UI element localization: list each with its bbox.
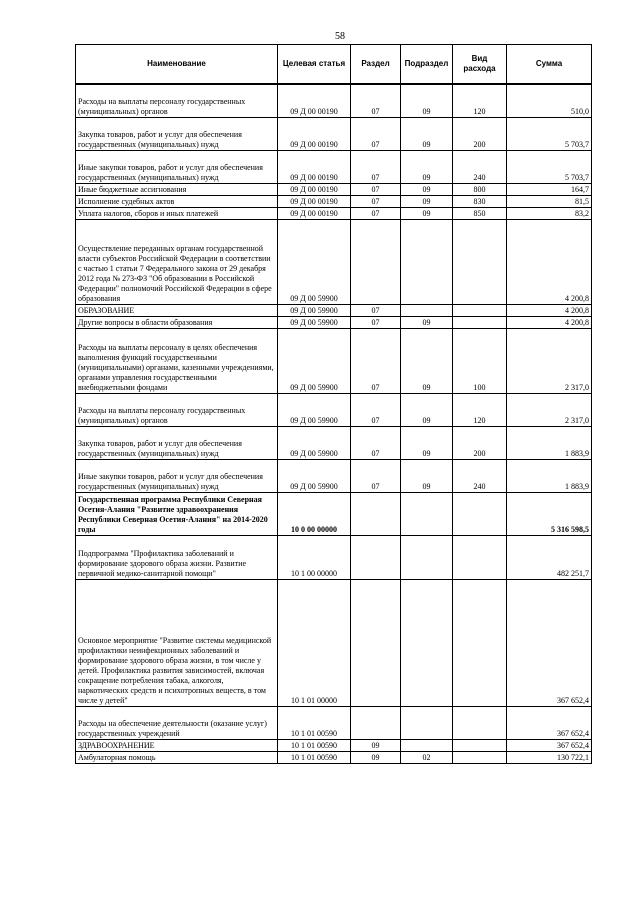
cell-expense-type: 200 xyxy=(453,117,507,150)
page-number: 58 xyxy=(335,31,345,42)
cell-sum: 1 883,9 xyxy=(507,426,592,459)
cell-target-article: 09 Д 00 59900 xyxy=(278,219,351,305)
cell-section: 07 xyxy=(351,195,401,207)
cell-expense-type: 120 xyxy=(453,393,507,426)
cell-expense-type xyxy=(453,317,507,329)
cell-name: Расходы на выплаты персоналу в целях обеспечения выполнения функций государственными (муниципальными) органами, казенными учреждениями, органами управления государственными внебюджетными фондами xyxy=(76,329,278,394)
header-section: Раздел xyxy=(351,45,401,85)
cell-subsection xyxy=(401,707,453,740)
cell-section: 07 xyxy=(351,305,401,317)
table-row xyxy=(76,150,592,183)
table-row xyxy=(76,492,592,536)
cell-name: Иные бюджетные ассигнования xyxy=(76,183,278,195)
cell-target-article: 10 0 00 00000 xyxy=(278,492,351,536)
cell-target-article: 10 1 01 00590 xyxy=(278,752,351,764)
cell-name: Осуществление переданных органам государственной власти субъектов Российской Федерации в соответствии с частью 1 статьи 7 Федерального закона от 29 декабря 2012 года № 273-ФЗ "Об образовании в Российской Федерации" полномочий Российской Федерации в сфере образования xyxy=(76,219,278,305)
cell-section: 07 xyxy=(351,207,401,219)
cell-name: ЗДРАВООХРАНЕНИЕ xyxy=(76,740,278,752)
cell-subsection xyxy=(401,740,453,752)
table-row xyxy=(76,536,592,580)
header-target-article: Целевая статья xyxy=(278,45,351,85)
table-row xyxy=(76,393,592,426)
cell-sum: 2 317,0 xyxy=(507,393,592,426)
cell-expense-type: 100 xyxy=(453,329,507,394)
cell-subsection xyxy=(401,579,453,707)
table-row xyxy=(76,195,592,207)
cell-sum: 4 200,8 xyxy=(507,305,592,317)
cell-target-article: 09 Д 00 00190 xyxy=(278,183,351,195)
table-header-row xyxy=(76,45,592,85)
cell-subsection: 09 xyxy=(401,117,453,150)
cell-section: 07 xyxy=(351,117,401,150)
cell-sum: 4 200,8 xyxy=(507,219,592,305)
cell-expense-type: 200 xyxy=(453,426,507,459)
cell-target-article: 09 Д 00 59900 xyxy=(278,459,351,492)
cell-name: Закупка товаров, работ и услуг для обеспечения государственных (муниципальных) нужд xyxy=(76,426,278,459)
cell-name: Расходы на выплаты персоналу государственных (муниципальных) органов xyxy=(76,393,278,426)
header-sum: Сумма xyxy=(507,45,592,85)
table-row xyxy=(76,740,592,752)
cell-sum: 2 317,0 xyxy=(507,329,592,394)
cell-target-article: 10 1 01 00000 xyxy=(278,579,351,707)
cell-name: ОБРАЗОВАНИЕ xyxy=(76,305,278,317)
cell-name: Исполнение судебных актов xyxy=(76,195,278,207)
cell-expense-type xyxy=(453,492,507,536)
cell-expense-type xyxy=(453,579,507,707)
cell-section xyxy=(351,579,401,707)
cell-subsection: 09 xyxy=(401,207,453,219)
cell-subsection: 09 xyxy=(401,393,453,426)
cell-subsection: 09 xyxy=(401,329,453,394)
cell-target-article: 09 Д 00 00190 xyxy=(278,84,351,117)
cell-sum: 367 652,4 xyxy=(507,707,592,740)
table-row xyxy=(76,207,592,219)
cell-name: Расходы на обеспечение деятельности (оказание услуг) государственных учреждений xyxy=(76,707,278,740)
cell-section: 07 xyxy=(351,317,401,329)
cell-name: Другие вопросы в области образования xyxy=(76,317,278,329)
cell-target-article: 09 Д 00 00190 xyxy=(278,207,351,219)
cell-expense-type: 120 xyxy=(453,84,507,117)
table-row xyxy=(76,579,592,707)
cell-section: 07 xyxy=(351,393,401,426)
cell-subsection xyxy=(401,305,453,317)
cell-subsection: 09 xyxy=(401,84,453,117)
cell-expense-type xyxy=(453,305,507,317)
cell-name: Закупка товаров, работ и услуг для обеспечения государственных (муниципальных) нужд xyxy=(76,117,278,150)
cell-sum: 81,5 xyxy=(507,195,592,207)
cell-sum: 1 883,9 xyxy=(507,459,592,492)
table-body xyxy=(76,84,592,764)
cell-name: Амбулаторная помощь xyxy=(76,752,278,764)
cell-expense-type xyxy=(453,707,507,740)
cell-section xyxy=(351,536,401,580)
table-row xyxy=(76,707,592,740)
cell-sum: 510,0 xyxy=(507,84,592,117)
cell-sum: 367 652,4 xyxy=(507,740,592,752)
cell-subsection: 09 xyxy=(401,150,453,183)
cell-section xyxy=(351,707,401,740)
cell-target-article: 09 Д 00 00190 xyxy=(278,150,351,183)
cell-subsection: 09 xyxy=(401,459,453,492)
table-row xyxy=(76,305,592,317)
header-expense-type: Вид расхода xyxy=(453,45,507,85)
table-row xyxy=(76,183,592,195)
cell-expense-type: 800 xyxy=(453,183,507,195)
cell-subsection: 09 xyxy=(401,426,453,459)
cell-name: Подпрограмма "Профилактика заболеваний и формирование здорового образа жизни. Развитие первичной медико-санитарной помощи" xyxy=(76,536,278,580)
cell-target-article: 09 Д 00 59900 xyxy=(278,393,351,426)
cell-subsection: 09 xyxy=(401,317,453,329)
cell-section: 09 xyxy=(351,752,401,764)
cell-sum: 164,7 xyxy=(507,183,592,195)
cell-sum: 4 200,8 xyxy=(507,317,592,329)
cell-section: 07 xyxy=(351,426,401,459)
cell-sum: 5 703,7 xyxy=(507,150,592,183)
cell-subsection xyxy=(401,219,453,305)
cell-name: Иные закупки товаров, работ и услуг для обеспечения государственных (муниципальных) нужд xyxy=(76,459,278,492)
cell-sum: 367 652,4 xyxy=(507,579,592,707)
cell-name: Иные закупки товаров, работ и услуг для обеспечения государственных (муниципальных) нужд xyxy=(76,150,278,183)
table-row xyxy=(76,117,592,150)
cell-section: 07 xyxy=(351,84,401,117)
cell-target-article: 09 Д 00 59900 xyxy=(278,426,351,459)
cell-sum: 83,2 xyxy=(507,207,592,219)
cell-section xyxy=(351,219,401,305)
table-row xyxy=(76,219,592,305)
cell-subsection: 02 xyxy=(401,752,453,764)
cell-name: Государственная программа Республики Северная Осетия-Алания "Развитие здравоохранения Республики Северная Осетия-Алания" на 2014-2020 годы xyxy=(76,492,278,536)
cell-expense-type xyxy=(453,219,507,305)
cell-sum: 130 722,1 xyxy=(507,752,592,764)
cell-expense-type: 850 xyxy=(453,207,507,219)
cell-target-article: 10 1 01 00590 xyxy=(278,707,351,740)
table-row xyxy=(76,317,592,329)
cell-target-article: 09 Д 00 59900 xyxy=(278,317,351,329)
cell-subsection: 09 xyxy=(401,183,453,195)
cell-expense-type: 830 xyxy=(453,195,507,207)
cell-section: 07 xyxy=(351,183,401,195)
header-name: Наименование xyxy=(76,45,278,85)
cell-name: Уплата налогов, сборов и иных платежей xyxy=(76,207,278,219)
cell-subsection xyxy=(401,492,453,536)
cell-subsection xyxy=(401,536,453,580)
cell-section xyxy=(351,492,401,536)
cell-target-article: 10 1 00 00000 xyxy=(278,536,351,580)
cell-name: Расходы на выплаты персоналу государственных (муниципальных) органов xyxy=(76,84,278,117)
table-row xyxy=(76,329,592,394)
budget-table xyxy=(75,44,592,764)
cell-section: 07 xyxy=(351,329,401,394)
cell-expense-type xyxy=(453,752,507,764)
cell-target-article: 09 Д 00 00190 xyxy=(278,195,351,207)
cell-sum: 5 316 598,5 xyxy=(507,492,592,536)
cell-target-article: 09 Д 00 59900 xyxy=(278,329,351,394)
cell-section: 09 xyxy=(351,740,401,752)
header-subsection: Подраздел xyxy=(401,45,453,85)
table-row xyxy=(76,752,592,764)
cell-expense-type xyxy=(453,740,507,752)
cell-target-article: 10 1 01 00590 xyxy=(278,740,351,752)
cell-sum: 482 251,7 xyxy=(507,536,592,580)
cell-expense-type xyxy=(453,536,507,580)
cell-subsection: 09 xyxy=(401,195,453,207)
table-row xyxy=(76,84,592,117)
cell-target-article: 09 Д 00 00190 xyxy=(278,117,351,150)
cell-name: Основное мероприятие "Развитие системы медицинской профилактики неинфекционных заболеваний и формирование здорового образа жизни, в том числе у детей. Профилактика развития зависимостей, включая сокращение потребления табака, алкоголя, наркотических средств и психотропных веществ, в том числе у детей" xyxy=(76,579,278,707)
cell-sum: 5 703,7 xyxy=(507,117,592,150)
cell-section: 07 xyxy=(351,150,401,183)
cell-expense-type: 240 xyxy=(453,459,507,492)
cell-expense-type: 240 xyxy=(453,150,507,183)
cell-target-article: 09 Д 00 59900 xyxy=(278,305,351,317)
cell-section: 07 xyxy=(351,459,401,492)
table-row xyxy=(76,459,592,492)
table-row xyxy=(76,426,592,459)
